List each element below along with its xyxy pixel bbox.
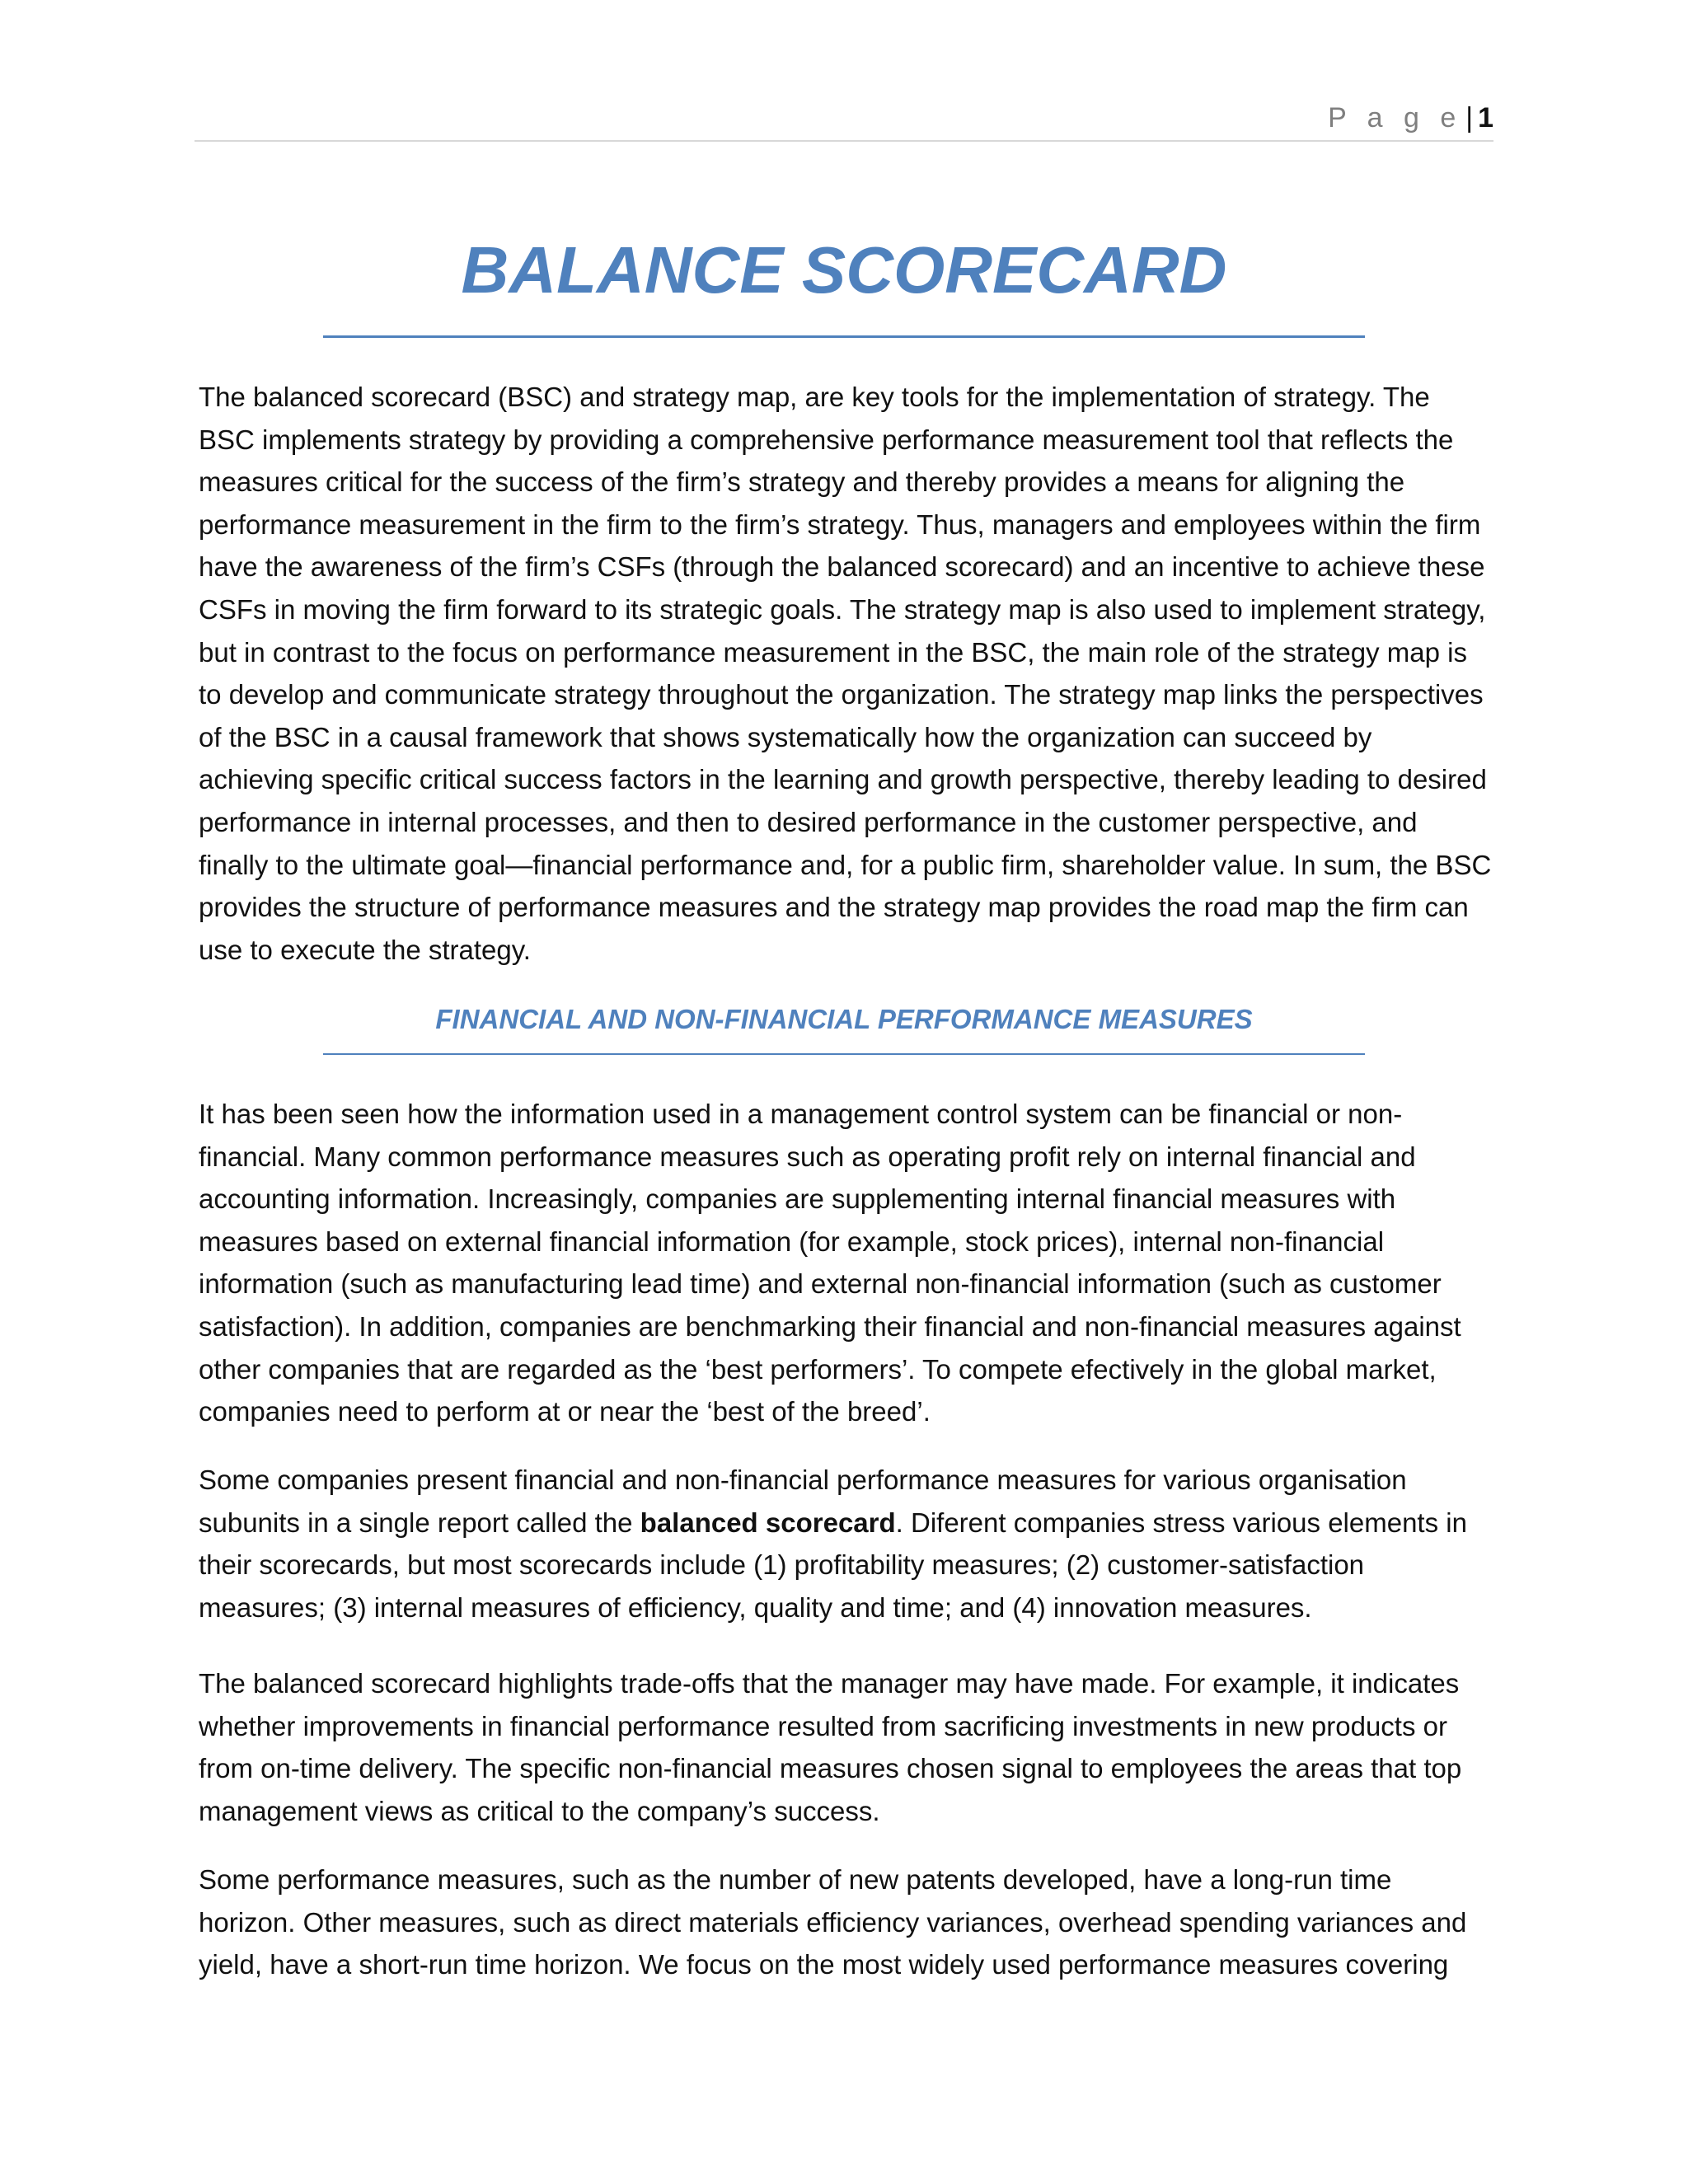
section-underline bbox=[323, 1053, 1365, 1055]
paragraph-financial-info: It has been seen how the information used in a management control system can be financial or non-financial. Many common performance measures such as operating profit rely on internal financial and accounting information. Increasingly, companies are supplementing internal financial measures with measures based on external financial information (for example, stock prices), internal non-financial information (such as manufacturing lead time) and external non-financial information (such as customer satisfaction). In addition, companies are benchmarking their financial and non-financial measures against other companies that are regarded as the ‘best performers’. To compete efectively in the global market, companies need to perform at or near the ‘best of the breed’. bbox=[199, 1099, 1461, 1427]
paragraph-text-before: Some companies present financial and non-financial performance measures for various organisation subunits in a single report called the bbox=[199, 1465, 1407, 1538]
document-title: BALANCE SCORECARD bbox=[461, 233, 1227, 307]
page-header bbox=[195, 97, 1493, 142]
page-number: 1 bbox=[1478, 102, 1493, 134]
section-heading: FINANCIAL AND NON-FINANCIAL PERFORMANCE MEASURES bbox=[435, 1004, 1253, 1034]
paragraph-text-after: . Diferent companies stress various elements in their scorecards, but most scorecards include (1) profitability measures; (2) customer-satisfaction measures; (3) internal measures of efficiency, quality and time; and (4) innovation measures. bbox=[199, 1507, 1467, 1623]
paragraph-balanced-scorecard bbox=[199, 1459, 1493, 1629]
page-separator: | bbox=[1465, 102, 1474, 134]
paragraph-time-horizon: Some performance measures, such as the number of new patents developed, have a long-run time horizon. Other measures, such as direct materials efficiency variances, overhead spending variances and yield, have a short-run time horizon. We focus on the most widely used performance measures covering bbox=[199, 1864, 1467, 1980]
bold-term: balanced scorecard bbox=[640, 1507, 896, 1538]
intro-paragraph: The balanced scorecard (BSC) and strategy map, are key tools for the implementation of strategy. The BSC implements strategy by providing a comprehensive performance measurement tool that reflects the measures critical for the success of the firm’s strategy and thereby provides a means for aligning the performance measurement in the firm to the firm’s strategy. Thus, managers and employees within the firm have the awareness of the firm’s CSFs (through the balanced scorecard) and an incentive to achieve these CSFs in moving the firm forward to its strategic goals. The strategy map is also used to implement strategy, but in contrast to the focus on performance measurement in the BSC, the main role of the strategy map is to develop and communicate strategy throughout the organization. The strategy map links the perspectives of the BSC in a causal framework that shows systematically how the organization can succeed by achieving specific critical success factors in the learning and growth perspective, thereby leading to desired performance in internal processes, and then to desired performance in the customer perspective, and finally to the ultimate goal—financial performance and, for a public firm, shareholder value. In sum, the BSC provides the structure of performance measures and the strategy map provides the road map the firm can use to execute the strategy. bbox=[199, 382, 1492, 965]
title-underline bbox=[323, 335, 1365, 338]
paragraph-trade-offs: The balanced scorecard highlights trade-offs that the manager may have made. For example, it indicates whether improvements in financial performance resulted from sacrificing investments in new products or from on-time delivery. The specific non-financial measures chosen signal to employees the areas that top management views as critical to the company’s success. bbox=[199, 1668, 1462, 1826]
page-label: P a g e bbox=[1328, 102, 1463, 134]
